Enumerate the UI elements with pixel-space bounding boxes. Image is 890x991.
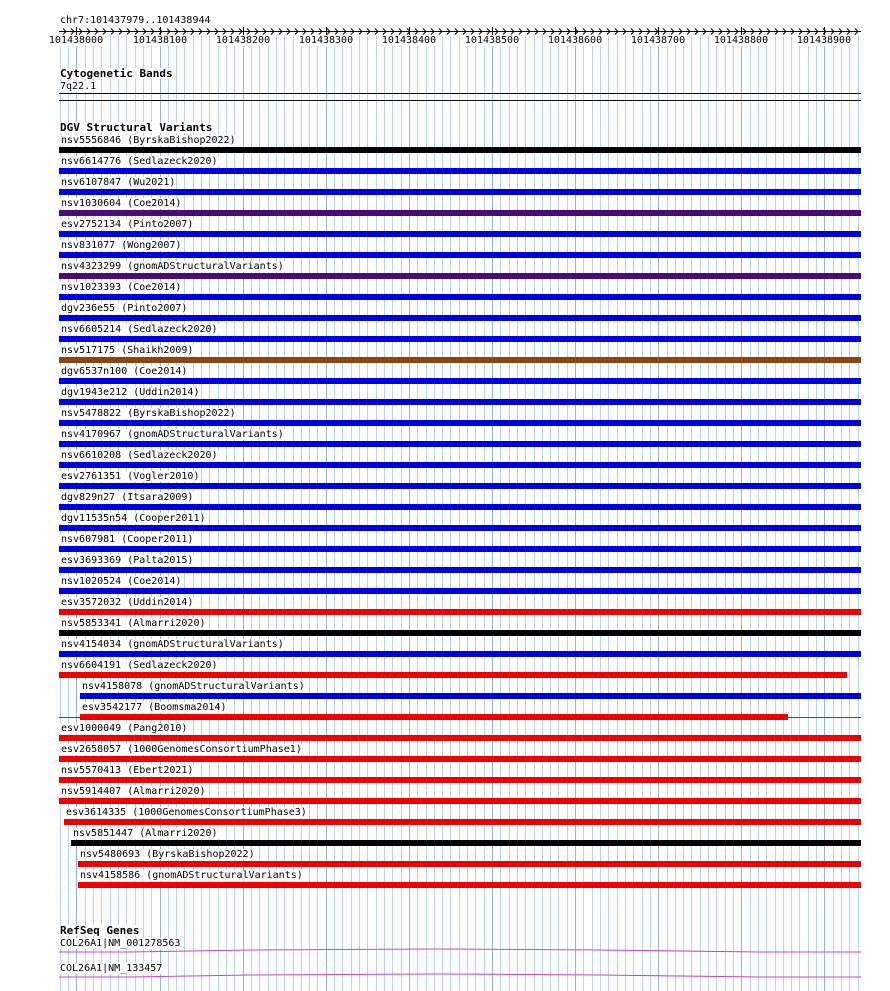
- dgv-variant-bar[interactable]: [59, 462, 861, 468]
- dgv-variant-label[interactable]: esv3693369 (Palta2015): [61, 555, 194, 566]
- dgv-variant-label[interactable]: dgv1943e212 (Uddin2014): [61, 387, 200, 398]
- cytoband-section-title: Cytogenetic Bands: [60, 67, 173, 80]
- dgv-variant-bar[interactable]: [59, 777, 861, 783]
- dgv-variant-label[interactable]: nsv4154034 (gnomADStructuralVariants): [61, 639, 284, 650]
- dgv-variant-bar[interactable]: [59, 357, 861, 363]
- dgv-variant-bar[interactable]: [59, 147, 861, 153]
- refseq-section-title: RefSeq Genes: [60, 924, 140, 937]
- dgv-variant-label[interactable]: nsv4323299 (gnomADStructuralVariants): [61, 261, 284, 272]
- dgv-variant-label[interactable]: nsv607981 (Cooper2011): [61, 534, 194, 545]
- ruler-line: [59, 31, 861, 32]
- refseq-gene-track: [0, 940, 890, 991]
- dgv-variant-label[interactable]: nsv4170967 (gnomADStructuralVariants): [61, 429, 284, 440]
- ruler-tick-label: 101438000: [48, 35, 104, 46]
- dgv-variant-bar[interactable]: [59, 399, 861, 405]
- ruler-tick-label: 101438600: [547, 35, 603, 46]
- ruler-tick-label: 101438300: [298, 35, 354, 46]
- dgv-variant-label[interactable]: esv3614335 (1000GenomesConsortiumPhase3): [66, 807, 307, 818]
- dgv-variant-bar[interactable]: [59, 252, 861, 258]
- dgv-variant-bar[interactable]: [78, 882, 861, 888]
- dgv-variant-label[interactable]: nsv5851447 (Almarri2020): [73, 828, 218, 839]
- dgv-variant-bar[interactable]: [59, 168, 861, 174]
- ruler-tick-label: 101438500: [464, 35, 520, 46]
- dgv-variant-bar[interactable]: [59, 609, 861, 615]
- dgv-variant-bar[interactable]: [80, 714, 788, 720]
- ruler-tick-label: 101438900: [796, 35, 852, 46]
- dgv-variant-bar[interactable]: [59, 588, 861, 594]
- ruler-tick-label: 101438100: [132, 35, 188, 46]
- refseq-gene-line[interactable]: [59, 974, 861, 977]
- refseq-gene-label[interactable]: COL26A1|NM_001278563: [60, 938, 181, 949]
- dgv-variant-label[interactable]: nsv5853341 (Almarri2020): [61, 618, 206, 629]
- dgv-variant-label[interactable]: nsv5556846 (ByrskaBishop2022): [61, 135, 236, 146]
- refseq-gene-line[interactable]: [59, 949, 861, 952]
- ruler-tick-label: 101438700: [630, 35, 686, 46]
- dgv-variant-label[interactable]: nsv831077 (Wong2007): [61, 240, 182, 251]
- dgv-variant-bar[interactable]: [59, 210, 861, 216]
- dgv-variant-bar[interactable]: [59, 672, 847, 678]
- dgv-variant-label[interactable]: nsv5914407 (Almarri2020): [61, 786, 206, 797]
- dgv-variant-label[interactable]: esv2658057 (1000GenomesConsortiumPhase1): [61, 744, 302, 755]
- dgv-variant-bar[interactable]: [59, 315, 861, 321]
- dgv-variant-bar[interactable]: [80, 693, 861, 699]
- dgv-variant-bar[interactable]: [59, 189, 861, 195]
- dgv-variant-label[interactable]: nsv6614776 (Sedlazeck2020): [61, 156, 218, 167]
- dgv-variant-bar[interactable]: [59, 420, 861, 426]
- dgv-variant-bar[interactable]: [59, 483, 861, 489]
- dgv-variant-bar[interactable]: [59, 294, 861, 300]
- dgv-variant-bar[interactable]: [59, 336, 861, 342]
- cytoband-bar[interactable]: [59, 93, 861, 94]
- region-label: chr7:101437979..101438944: [60, 15, 211, 26]
- dgv-variant-bar[interactable]: [59, 231, 861, 237]
- ruler-tick-label: 101438800: [713, 35, 769, 46]
- ruler-tick-label: 101438400: [381, 35, 437, 46]
- dgv-section-title: DGV Structural Variants: [60, 121, 213, 134]
- dgv-variant-bar[interactable]: [59, 567, 861, 573]
- dgv-variant-label[interactable]: nsv5480693 (ByrskaBishop2022): [80, 849, 255, 860]
- dgv-variant-bar[interactable]: [59, 756, 861, 762]
- dgv-variant-label[interactable]: nsv6604191 (Sedlazeck2020): [61, 660, 218, 671]
- dgv-variant-label[interactable]: nsv6605214 (Sedlazeck2020): [61, 324, 218, 335]
- dgv-variant-label[interactable]: dgv11535n54 (Cooper2011): [61, 513, 206, 524]
- dgv-variant-label[interactable]: esv2761351 (Vogler2010): [61, 471, 200, 482]
- dgv-variant-bar[interactable]: [59, 735, 861, 741]
- dgv-variant-bar[interactable]: [59, 504, 861, 510]
- dgv-variant-bar[interactable]: [59, 525, 861, 531]
- dgv-variant-label[interactable]: esv2752134 (Pinto2007): [61, 219, 194, 230]
- dgv-variant-label[interactable]: esv3572032 (Uddin2014): [61, 597, 194, 608]
- section-divider: [59, 100, 861, 101]
- dgv-variant-label[interactable]: nsv1023393 (Coe2014): [61, 282, 182, 293]
- dgv-variant-label[interactable]: dgv236e55 (Pinto2007): [61, 303, 188, 314]
- dgv-variant-label[interactable]: esv1000049 (Pang2010): [61, 723, 188, 734]
- dgv-variant-label[interactable]: nsv4158586 (gnomADStructuralVariants): [80, 870, 303, 881]
- dgv-variant-bar[interactable]: [71, 840, 861, 846]
- dgv-variant-bar[interactable]: [59, 378, 861, 384]
- dgv-variant-bar[interactable]: [59, 651, 861, 657]
- dgv-variant-label[interactable]: nsv6107847 (Wu2021): [61, 177, 176, 188]
- dgv-variant-label[interactable]: dgv829n27 (Itsara2009): [61, 492, 194, 503]
- dgv-variant-bar[interactable]: [64, 819, 861, 825]
- dgv-variant-bar[interactable]: [59, 798, 861, 804]
- dgv-variant-label[interactable]: nsv1030604 (Coe2014): [61, 198, 182, 209]
- dgv-variant-label[interactable]: nsv1020524 (Coe2014): [61, 576, 182, 587]
- dgv-variant-label[interactable]: nsv5478822 (ByrskaBishop2022): [61, 408, 236, 419]
- dgv-variant-bar[interactable]: [59, 441, 861, 447]
- dgv-variant-label[interactable]: nsv5570413 (Ebert2021): [61, 765, 194, 776]
- dgv-variant-bar[interactable]: [59, 630, 861, 636]
- dgv-variant-label[interactable]: dgv6537n100 (Coe2014): [61, 366, 188, 377]
- dgv-variant-label[interactable]: nsv6610208 (Sedlazeck2020): [61, 450, 218, 461]
- dgv-variant-label[interactable]: esv3542177 (Boomsma2014): [82, 702, 227, 713]
- refseq-gene-label[interactable]: COL26A1|NM_133457: [60, 963, 163, 974]
- dgv-variant-bar[interactable]: [59, 273, 861, 279]
- ruler-tick-label: 101438200: [215, 35, 271, 46]
- dgv-variant-bar[interactable]: [78, 861, 861, 867]
- dgv-variant-bar[interactable]: [59, 546, 861, 552]
- cytoband-label: 7q22.1: [60, 81, 97, 92]
- dgv-variant-label[interactable]: nsv517175 (Shaikh2009): [61, 345, 194, 356]
- dgv-variant-label[interactable]: nsv4158078 (gnomADStructuralVariants): [82, 681, 305, 692]
